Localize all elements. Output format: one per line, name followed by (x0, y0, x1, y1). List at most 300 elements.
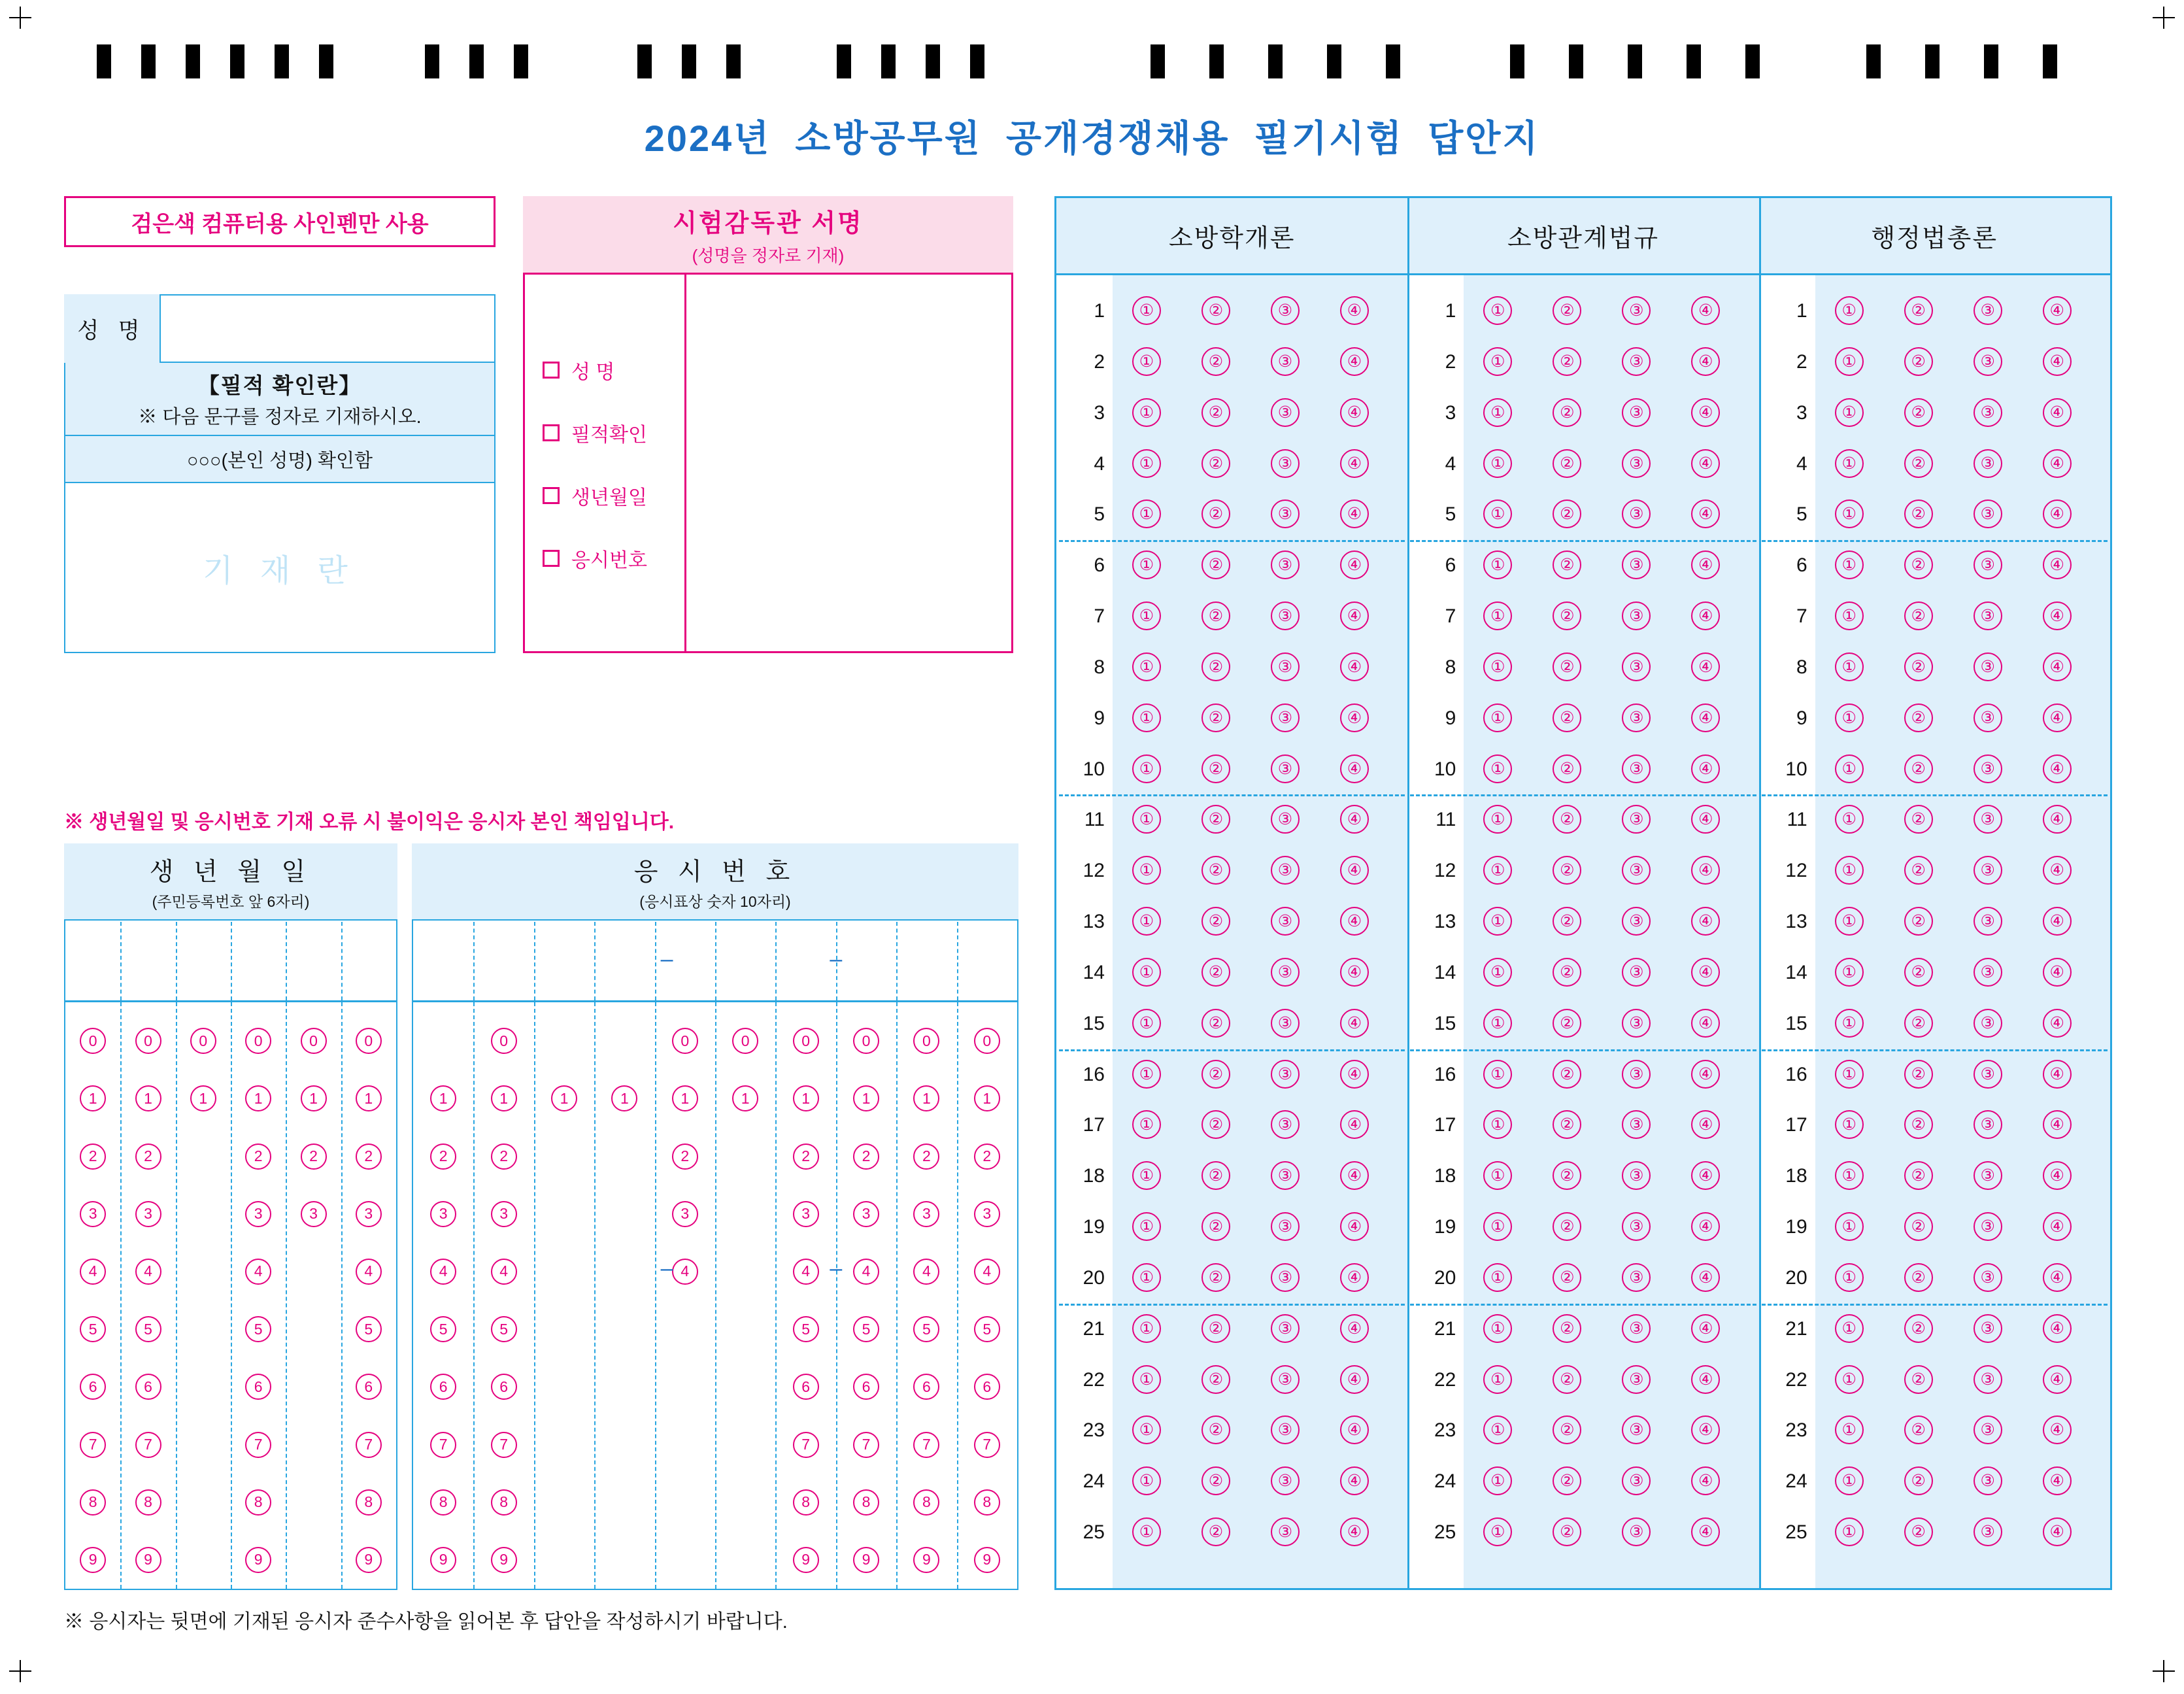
digit-bubble[interactable]: 8 (491, 1489, 517, 1516)
answer-bubble[interactable]: ② (1201, 601, 1230, 630)
digit-bubble[interactable]: 9 (80, 1547, 106, 1573)
answer-bubble[interactable]: ② (1553, 754, 1581, 783)
answer-bubble[interactable]: ① (1835, 296, 1864, 325)
digit-bubble[interactable]: 7 (913, 1432, 939, 1458)
digit-bubble[interactable]: 0 (793, 1028, 819, 1054)
digit-bubble[interactable]: 1 (672, 1085, 698, 1111)
digit-bubble[interactable]: 1 (732, 1085, 758, 1111)
answer-bubble[interactable]: ② (1553, 958, 1581, 987)
answer-bubble[interactable]: ③ (1974, 1060, 2002, 1089)
answer-bubble[interactable]: ② (1201, 1365, 1230, 1394)
checklist-item-handwriting[interactable] (543, 418, 684, 447)
digit-bubble[interactable]: 9 (853, 1547, 879, 1573)
digit-bubble[interactable]: 1 (245, 1085, 271, 1111)
digit-bubble[interactable]: 4 (491, 1259, 517, 1285)
answer-bubble[interactable]: ① (1835, 1263, 1864, 1292)
answer-bubble[interactable]: ④ (1340, 1110, 1369, 1139)
answer-bubble[interactable]: ③ (1974, 805, 2002, 834)
digit-write-cell[interactable] (957, 922, 1017, 1000)
answer-bubble[interactable]: ① (1132, 1212, 1161, 1241)
answer-bubble[interactable]: ③ (1622, 907, 1651, 936)
digit-bubble[interactable]: 8 (245, 1489, 271, 1516)
answer-bubble[interactable]: ④ (2043, 754, 2072, 783)
digit-bubble[interactable]: 5 (491, 1316, 517, 1342)
answer-bubble[interactable]: ③ (1271, 652, 1300, 681)
answer-bubble[interactable]: ③ (1622, 1060, 1651, 1089)
answer-bubble[interactable]: ② (1201, 296, 1230, 325)
digit-bubble[interactable]: 7 (430, 1432, 456, 1458)
digit-bubble[interactable]: 4 (356, 1259, 382, 1285)
answer-bubble[interactable]: ① (1132, 398, 1161, 427)
digit-bubble[interactable]: 3 (245, 1201, 271, 1227)
digit-bubble[interactable]: 9 (430, 1547, 456, 1573)
digit-bubble[interactable]: 3 (793, 1201, 819, 1227)
checkbox-icon[interactable] (543, 550, 560, 567)
answer-bubble[interactable]: ④ (1340, 1060, 1369, 1089)
answer-bubble[interactable]: ③ (1622, 347, 1651, 376)
digit-bubble[interactable]: 9 (356, 1547, 382, 1573)
answer-bubble[interactable]: ④ (2043, 1415, 2072, 1444)
answer-bubble[interactable]: ④ (1691, 296, 1720, 325)
answer-bubble[interactable]: ② (1904, 1263, 1933, 1292)
checkbox-icon[interactable] (543, 362, 560, 379)
answer-bubble[interactable]: ④ (1340, 1466, 1369, 1495)
answer-bubble[interactable]: ③ (1974, 601, 2002, 630)
answer-bubble[interactable]: ④ (2043, 907, 2072, 936)
answer-bubble[interactable]: ② (1553, 805, 1581, 834)
digit-bubble[interactable]: 9 (793, 1547, 819, 1573)
answer-bubble[interactable]: ② (1553, 551, 1581, 579)
answer-bubble[interactable]: ① (1835, 1009, 1864, 1038)
answer-bubble[interactable]: ③ (1622, 856, 1651, 885)
answer-bubble[interactable]: ④ (2043, 601, 2072, 630)
digit-bubble[interactable]: 7 (80, 1432, 106, 1458)
digit-bubble[interactable]: 2 (245, 1143, 271, 1170)
answer-bubble[interactable]: ② (1904, 907, 1933, 936)
answer-bubble[interactable]: ③ (1622, 1212, 1651, 1241)
answer-bubble[interactable]: ③ (1622, 601, 1651, 630)
digit-bubble[interactable]: 4 (793, 1259, 819, 1285)
answer-bubble[interactable]: ④ (1340, 856, 1369, 885)
answer-bubble[interactable]: ③ (1622, 296, 1651, 325)
answer-bubble[interactable]: ② (1201, 1212, 1230, 1241)
answer-bubble[interactable]: ① (1483, 652, 1512, 681)
answer-bubble[interactable]: ② (1553, 1009, 1581, 1038)
answer-bubble[interactable]: ③ (1271, 1161, 1300, 1190)
digit-bubble[interactable]: 0 (245, 1028, 271, 1054)
answer-bubble[interactable]: ③ (1974, 1110, 2002, 1139)
digit-write-cell[interactable] (534, 922, 594, 1000)
digit-bubble[interactable]: 1 (853, 1085, 879, 1111)
answer-bubble[interactable]: ② (1904, 754, 1933, 783)
answer-bubble[interactable]: ③ (1271, 296, 1300, 325)
answer-bubble[interactable]: ③ (1271, 907, 1300, 936)
digit-bubble[interactable]: 6 (793, 1374, 819, 1400)
answer-bubble[interactable]: ① (1132, 703, 1161, 732)
digit-bubble[interactable]: 5 (430, 1316, 456, 1342)
answer-bubble[interactable]: ③ (1622, 805, 1651, 834)
answer-bubble[interactable]: ① (1483, 500, 1512, 528)
answer-bubble[interactable]: ② (1904, 958, 1933, 987)
answer-bubble[interactable]: ④ (2043, 1314, 2072, 1343)
answer-bubble[interactable]: ③ (1974, 296, 2002, 325)
answer-bubble[interactable]: ② (1201, 1466, 1230, 1495)
answer-bubble[interactable]: ③ (1271, 1212, 1300, 1241)
answer-bubble[interactable]: ① (1483, 805, 1512, 834)
answer-bubble[interactable]: ② (1904, 1212, 1933, 1241)
digit-bubble[interactable]: 3 (913, 1201, 939, 1227)
answer-bubble[interactable]: ④ (1340, 1517, 1369, 1546)
answer-bubble[interactable]: ④ (1340, 907, 1369, 936)
answer-bubble[interactable]: ② (1201, 1110, 1230, 1139)
answer-bubble[interactable]: ② (1201, 1009, 1230, 1038)
answer-bubble[interactable]: ③ (1974, 1314, 2002, 1343)
answer-bubble[interactable]: ② (1904, 1060, 1933, 1089)
digit-bubble[interactable]: 7 (793, 1432, 819, 1458)
answer-bubble[interactable]: ③ (1622, 703, 1651, 732)
answer-bubble[interactable]: ② (1201, 1060, 1230, 1089)
digit-bubble[interactable]: 6 (80, 1374, 106, 1400)
digit-bubble[interactable]: 5 (853, 1316, 879, 1342)
answer-bubble[interactable]: ③ (1622, 1009, 1651, 1038)
digit-bubble[interactable]: 5 (356, 1316, 382, 1342)
answer-bubble[interactable]: ③ (1271, 1263, 1300, 1292)
answer-bubble[interactable]: ① (1483, 601, 1512, 630)
answer-bubble[interactable]: ③ (1622, 1365, 1651, 1394)
digit-bubble[interactable]: 4 (672, 1259, 698, 1285)
digit-bubble[interactable]: 2 (80, 1143, 106, 1170)
answer-bubble[interactable]: ① (1835, 1466, 1864, 1495)
answer-bubble[interactable]: ③ (1622, 1263, 1651, 1292)
digit-write-cell[interactable] (231, 922, 286, 1000)
answer-bubble[interactable]: ③ (1622, 551, 1651, 579)
digit-bubble[interactable]: 6 (245, 1374, 271, 1400)
answer-bubble[interactable]: ② (1201, 652, 1230, 681)
birthdate-grid[interactable] (65, 922, 396, 1589)
digit-bubble[interactable]: 0 (356, 1028, 382, 1054)
answer-bubble[interactable]: ① (1483, 1314, 1512, 1343)
answer-bubble[interactable]: ① (1132, 1365, 1161, 1394)
digit-bubble[interactable]: 6 (491, 1374, 517, 1400)
digit-bubble[interactable]: 3 (672, 1201, 698, 1227)
answer-bubble[interactable]: ③ (1974, 1415, 2002, 1444)
answer-bubble[interactable]: ① (1132, 1517, 1161, 1546)
answer-bubble[interactable]: ② (1201, 1263, 1230, 1292)
answer-bubble[interactable]: ① (1835, 1060, 1864, 1089)
answer-bubble[interactable]: ① (1132, 449, 1161, 478)
digit-bubble[interactable]: 8 (913, 1489, 939, 1516)
answer-bubble[interactable]: ④ (1691, 703, 1720, 732)
checklist-item-examnumber[interactable] (543, 544, 684, 573)
answer-bubble[interactable]: ① (1835, 551, 1864, 579)
digit-bubble[interactable]: 6 (430, 1374, 456, 1400)
answer-bubble[interactable]: ② (1904, 296, 1933, 325)
answer-bubble[interactable]: ① (1132, 500, 1161, 528)
answer-bubble[interactable]: ① (1132, 652, 1161, 681)
answer-bubble[interactable]: ① (1483, 1415, 1512, 1444)
digit-bubble[interactable]: 1 (551, 1085, 577, 1111)
answer-bubble[interactable]: ③ (1271, 500, 1300, 528)
digit-bubble[interactable]: 3 (853, 1201, 879, 1227)
answer-bubble[interactable]: ② (1904, 805, 1933, 834)
answer-bubble[interactable]: ④ (1691, 958, 1720, 987)
answer-bubble[interactable]: ④ (2043, 1161, 2072, 1190)
answer-bubble[interactable]: ② (1553, 500, 1581, 528)
answer-bubble[interactable]: ② (1201, 703, 1230, 732)
answer-bubble[interactable]: ① (1132, 1110, 1161, 1139)
answer-bubble[interactable]: ④ (1340, 1212, 1369, 1241)
digit-write-cell[interactable] (286, 922, 341, 1000)
answer-bubble[interactable]: ④ (2043, 1110, 2072, 1139)
answer-bubble[interactable]: ② (1553, 1314, 1581, 1343)
digit-bubble[interactable]: 0 (301, 1028, 327, 1054)
answer-bubble[interactable]: ② (1553, 856, 1581, 885)
answer-bubble[interactable]: ③ (1622, 1161, 1651, 1190)
digit-bubble[interactable]: 2 (135, 1143, 161, 1170)
answer-bubble[interactable]: ② (1201, 500, 1230, 528)
answer-bubble[interactable]: ④ (1340, 754, 1369, 783)
answer-bubble[interactable]: ① (1483, 398, 1512, 427)
digit-bubble[interactable]: 3 (301, 1201, 327, 1227)
answer-bubble[interactable]: ③ (1271, 1517, 1300, 1546)
answer-bubble[interactable]: ① (1835, 398, 1864, 427)
digit-bubble[interactable]: 4 (430, 1259, 456, 1285)
answer-bubble[interactable]: ② (1904, 551, 1933, 579)
answer-bubble[interactable]: ④ (1340, 652, 1369, 681)
digit-bubble[interactable]: 5 (245, 1316, 271, 1342)
digit-bubble[interactable]: 1 (135, 1085, 161, 1111)
answer-bubble[interactable]: ④ (2043, 958, 2072, 987)
answer-bubble[interactable]: ④ (2043, 398, 2072, 427)
digit-bubble[interactable]: 4 (913, 1259, 939, 1285)
digit-bubble[interactable]: 8 (356, 1489, 382, 1516)
digit-write-cell[interactable] (341, 922, 396, 1000)
answer-bubble[interactable]: ④ (1691, 1365, 1720, 1394)
digit-bubble[interactable]: 3 (974, 1201, 1000, 1227)
answer-bubble[interactable]: ② (1201, 1161, 1230, 1190)
answer-bubble[interactable]: ① (1835, 703, 1864, 732)
answer-bubble[interactable]: ① (1835, 601, 1864, 630)
answer-bubble[interactable]: ② (1904, 347, 1933, 376)
answer-bubble[interactable]: ④ (1691, 1314, 1720, 1343)
answer-bubble[interactable]: ④ (1691, 1060, 1720, 1089)
answer-bubble[interactable]: ③ (1974, 754, 2002, 783)
answer-bubble[interactable]: ④ (1340, 449, 1369, 478)
answer-bubble[interactable]: ④ (1340, 296, 1369, 325)
answer-bubble[interactable]: ② (1904, 1161, 1933, 1190)
answer-bubble[interactable]: ④ (1340, 601, 1369, 630)
answer-bubble[interactable]: ② (1553, 1365, 1581, 1394)
digit-bubble[interactable]: 1 (356, 1085, 382, 1111)
answer-bubble[interactable]: ④ (1691, 1161, 1720, 1190)
answer-bubble[interactable]: ③ (1622, 652, 1651, 681)
answer-bubble[interactable]: ① (1483, 1060, 1512, 1089)
answer-bubble[interactable]: ① (1132, 1060, 1161, 1089)
answer-bubble[interactable]: ④ (2043, 1263, 2072, 1292)
answer-bubble[interactable]: ③ (1271, 601, 1300, 630)
answer-bubble[interactable]: ④ (1691, 1263, 1720, 1292)
answer-bubble[interactable]: ④ (1691, 652, 1720, 681)
answer-bubble[interactable]: ③ (1622, 754, 1651, 783)
answer-bubble[interactable]: ④ (2043, 703, 2072, 732)
answer-bubble[interactable]: ④ (2043, 1466, 2072, 1495)
answer-bubble[interactable]: ② (1904, 703, 1933, 732)
digit-bubble[interactable]: 1 (913, 1085, 939, 1111)
digit-bubble[interactable]: 0 (853, 1028, 879, 1054)
answer-bubble[interactable]: ① (1132, 551, 1161, 579)
answer-bubble[interactable]: ① (1835, 652, 1864, 681)
digit-bubble[interactable]: 6 (853, 1374, 879, 1400)
answer-bubble[interactable]: ③ (1974, 856, 2002, 885)
answer-bubble[interactable]: ③ (1271, 754, 1300, 783)
digit-bubble[interactable]: 4 (80, 1259, 106, 1285)
answer-bubble[interactable]: ① (1132, 1314, 1161, 1343)
answer-bubble[interactable]: ② (1904, 398, 1933, 427)
digit-bubble[interactable]: 7 (245, 1432, 271, 1458)
answer-bubble[interactable]: ② (1553, 1212, 1581, 1241)
checkbox-icon[interactable] (543, 487, 560, 504)
answer-bubble[interactable]: ② (1904, 1314, 1933, 1343)
answer-bubble[interactable]: ④ (1340, 398, 1369, 427)
answer-bubble[interactable]: ④ (2043, 1365, 2072, 1394)
answer-bubble[interactable]: ② (1904, 1415, 1933, 1444)
digit-bubble[interactable]: 0 (491, 1028, 517, 1054)
answer-bubble[interactable]: ① (1483, 1263, 1512, 1292)
digit-bubble[interactable]: 6 (135, 1374, 161, 1400)
answer-bubble[interactable]: ① (1483, 347, 1512, 376)
answer-bubble[interactable]: ③ (1974, 347, 2002, 376)
answer-bubble[interactable]: ③ (1622, 1314, 1651, 1343)
digit-bubble[interactable]: 7 (491, 1432, 517, 1458)
digit-bubble[interactable]: 6 (913, 1374, 939, 1400)
answer-bubble[interactable]: ① (1483, 449, 1512, 478)
answer-bubble[interactable]: ③ (1974, 500, 2002, 528)
answer-bubble[interactable]: ③ (1974, 1365, 2002, 1394)
digit-bubble[interactable]: 1 (611, 1085, 637, 1111)
digit-bubble[interactable]: 8 (430, 1489, 456, 1516)
answer-bubble[interactable]: ④ (1691, 805, 1720, 834)
answer-bubble[interactable]: ① (1132, 296, 1161, 325)
digit-bubble[interactable]: 5 (135, 1316, 161, 1342)
answer-bubble[interactable]: ① (1132, 601, 1161, 630)
answer-bubble[interactable]: ② (1553, 907, 1581, 936)
answer-bubble[interactable]: ④ (1340, 1009, 1369, 1038)
answer-bubble[interactable]: ④ (1340, 1314, 1369, 1343)
digit-write-cell[interactable] (120, 922, 175, 1000)
answer-bubble[interactable]: ① (1835, 1110, 1864, 1139)
digit-bubble[interactable]: 2 (430, 1143, 456, 1170)
answer-bubble[interactable]: ① (1483, 551, 1512, 579)
digit-bubble[interactable]: 2 (301, 1143, 327, 1170)
answer-bubble[interactable]: ② (1553, 1161, 1581, 1190)
digit-bubble[interactable]: 2 (853, 1143, 879, 1170)
answer-bubble[interactable]: ④ (2043, 805, 2072, 834)
answer-bubble[interactable]: ② (1201, 856, 1230, 885)
digit-bubble[interactable]: 1 (430, 1085, 456, 1111)
answer-bubble[interactable]: ② (1201, 958, 1230, 987)
answer-bubble[interactable]: ② (1904, 856, 1933, 885)
digit-write-cell[interactable] (594, 922, 654, 1000)
answer-bubble[interactable]: ① (1835, 856, 1864, 885)
answer-bubble[interactable]: ③ (1974, 398, 2002, 427)
answer-bubble[interactable]: ① (1835, 805, 1864, 834)
answer-bubble[interactable]: ② (1201, 805, 1230, 834)
answer-bubble[interactable]: ④ (2043, 347, 2072, 376)
answer-bubble[interactable]: ③ (1271, 1466, 1300, 1495)
digit-write-cell[interactable] (715, 922, 775, 1000)
answer-bubble[interactable]: ④ (1691, 1009, 1720, 1038)
digit-bubble[interactable]: 5 (793, 1316, 819, 1342)
answer-bubble[interactable]: ① (1132, 347, 1161, 376)
answer-bubble[interactable]: ① (1132, 805, 1161, 834)
answer-bubble[interactable]: ④ (1340, 551, 1369, 579)
answer-bubble[interactable]: ③ (1974, 1263, 2002, 1292)
digit-write-cell[interactable] (896, 922, 956, 1000)
answer-bubble[interactable]: ① (1483, 958, 1512, 987)
answer-bubble[interactable]: ② (1904, 449, 1933, 478)
answer-bubble[interactable]: ② (1904, 601, 1933, 630)
answer-bubble[interactable]: ④ (1691, 551, 1720, 579)
answer-bubble[interactable]: ① (1483, 296, 1512, 325)
answer-bubble[interactable]: ④ (1691, 1110, 1720, 1139)
answer-bubble[interactable]: ② (1201, 1517, 1230, 1546)
answer-bubble[interactable]: ④ (1691, 907, 1720, 936)
answer-bubble[interactable]: ④ (2043, 1212, 2072, 1241)
answer-bubble[interactable]: ② (1904, 652, 1933, 681)
digit-bubble[interactable]: 8 (974, 1489, 1000, 1516)
answer-bubble[interactable]: ① (1483, 856, 1512, 885)
answer-bubble[interactable]: ① (1132, 1009, 1161, 1038)
answer-bubble[interactable]: ③ (1974, 958, 2002, 987)
answer-bubble[interactable]: ① (1835, 1415, 1864, 1444)
answer-bubble[interactable]: ④ (2043, 856, 2072, 885)
answer-bubble[interactable]: ④ (1691, 601, 1720, 630)
digit-bubble[interactable]: 3 (430, 1201, 456, 1227)
answer-bubble[interactable]: ② (1553, 347, 1581, 376)
digit-bubble[interactable]: 1 (793, 1085, 819, 1111)
answer-bubble[interactable]: ③ (1974, 1212, 2002, 1241)
answer-bubble[interactable]: ③ (1974, 703, 2002, 732)
digit-bubble[interactable]: 0 (913, 1028, 939, 1054)
answer-bubble[interactable]: ④ (1340, 805, 1369, 834)
answer-bubble[interactable]: ④ (2043, 1517, 2072, 1546)
answer-bubble[interactable]: ① (1132, 1415, 1161, 1444)
answer-bubble[interactable]: ④ (1340, 1161, 1369, 1190)
answer-bubble[interactable]: ④ (1691, 398, 1720, 427)
answer-bubble[interactable]: ② (1553, 1060, 1581, 1089)
answer-bubble[interactable]: ② (1553, 652, 1581, 681)
answer-bubble[interactable]: ③ (1271, 1314, 1300, 1343)
answer-bubble[interactable]: ② (1201, 449, 1230, 478)
answer-bubble[interactable]: ② (1553, 1415, 1581, 1444)
answer-bubble[interactable]: ③ (1271, 703, 1300, 732)
digit-bubble[interactable]: 1 (974, 1085, 1000, 1111)
answer-bubble[interactable]: ④ (1691, 1517, 1720, 1546)
handwriting-write-area[interactable] (64, 483, 496, 653)
answer-bubble[interactable]: ③ (1622, 398, 1651, 427)
digit-bubble[interactable]: 9 (245, 1547, 271, 1573)
answer-bubble[interactable]: ② (1201, 907, 1230, 936)
answer-bubble[interactable]: ① (1483, 754, 1512, 783)
answer-bubble[interactable]: ① (1835, 1517, 1864, 1546)
answer-bubble[interactable]: ③ (1271, 1110, 1300, 1139)
answer-bubble[interactable]: ② (1904, 1009, 1933, 1038)
digit-bubble[interactable]: 3 (80, 1201, 106, 1227)
answer-bubble[interactable]: ① (1132, 958, 1161, 987)
answer-bubble[interactable]: ④ (1691, 1466, 1720, 1495)
answer-bubble[interactable]: ③ (1974, 1161, 2002, 1190)
answer-bubble[interactable]: ① (1132, 907, 1161, 936)
